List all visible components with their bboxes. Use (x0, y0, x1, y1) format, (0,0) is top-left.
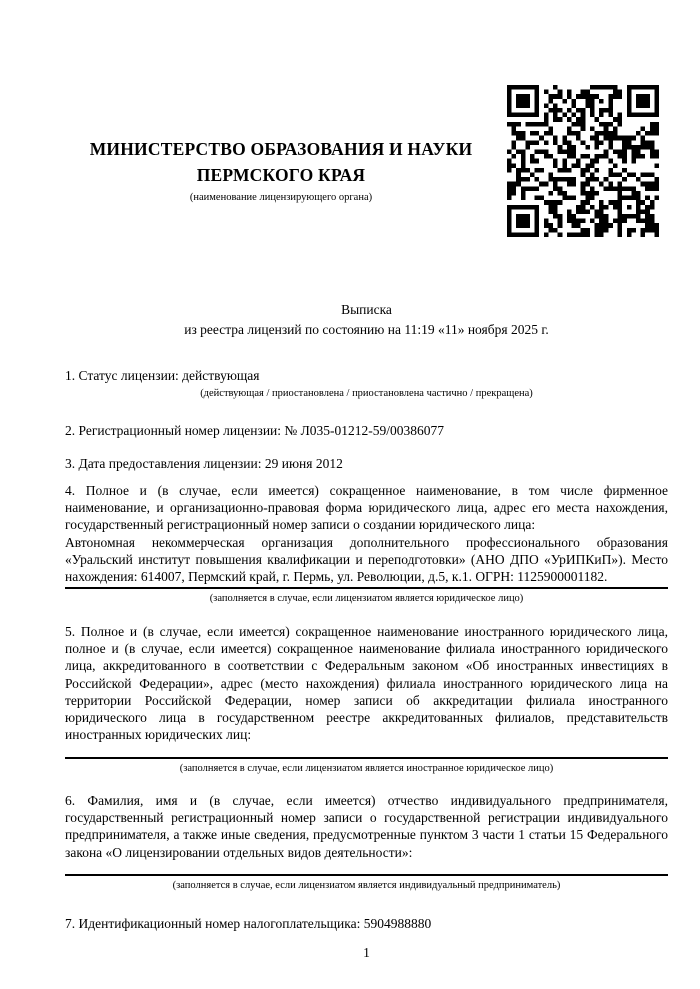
individual-entrepreneur-caption: (заполняется в случае, если лицензиатом является индивидуальный предприниматель) (172, 879, 561, 891)
foreign-entity-label: 5. Полное и (в случае, если имеется) сокращенное наименование иностранного юридического лица, полное и (в случае, если имеется) сокращенное наименование филиала иностранного юридического лица, аккредитованного в соответствии с Федеральным законом «Об иностранных инвестициях в Российской Федерации», адрес (место нахождения) филиала иностранного юридического лица на территории Российской Федерации, номер записи об аккредитации филиала иностранного юридического лица в государственном реестре аккредитованных филиалов, представительств иностранных юридических лиц: (65, 623, 668, 743)
license-grant-date-item (65, 455, 668, 472)
legal-entity-caption: (заполняется в случае, если лицензиатом является юридическое лицо) (209, 592, 524, 604)
document-content (65, 0, 668, 962)
foreign-entity-caption: (заполняется в случае, если лицензиатом является иностранное юридическое лицо) (179, 762, 554, 774)
taxpayer-number-item (65, 915, 668, 932)
extract-title-line2: из реестра лицензий по состоянию на 11:19 «11» ноября 2025 г. (184, 322, 549, 337)
licensing-authority-name: МИНИСТЕРСТВО ОБРАЗОВАНИЯ И НАУКИ ПЕРМСКОГО КРАЯ (89, 139, 473, 185)
licensing-authority-caption: (наименование лицензирующего органа) (189, 192, 373, 203)
fill-line (65, 587, 668, 589)
extract-title-line1: Выписка (341, 302, 392, 317)
fill-line (65, 874, 668, 876)
taxpayer-number-text: 7. Идентификационный номер налогоплательщика: 5904988880 (65, 915, 432, 931)
foreign-entity-item (65, 623, 668, 775)
registration-number-text: 2. Регистрационный номер лицензии: № Л035-01212-59/00386077 (65, 423, 445, 439)
license-status-text: 1. Статус лицензии: действующая (65, 368, 260, 383)
extract-title (65, 300, 668, 340)
fill-line (65, 757, 668, 759)
license-grant-date-text: 3. Дата предоставления лицензии: 29 июня 2012 (65, 455, 343, 471)
page-number: 1 (363, 945, 370, 961)
license-status-caption: (действующая / приостановлена / приостановлена частично / прекращена) (200, 388, 533, 400)
document-header (65, 136, 497, 204)
license-status-item (65, 367, 668, 400)
legal-entity-item (65, 482, 668, 605)
registration-number-item (65, 422, 668, 439)
individual-entrepreneur-label: 6. Фамилия, имя и (в случае, если имеется) отчество индивидуального предпринимателя, государственный регистрационный номер записи о государственной регистрации индивидуального предпринимателя, а также иные сведения, предусмотренные пунктом 3 части 1 статьи 15 Федерального закона «О лицензировании отдельных видов деятельности»: (65, 792, 668, 860)
legal-entity-value: Автономная некоммерческая организация дополнительного профессионального образования «Уральский институт повышения квалификации и переподготовки» (АНО ДПО «УрИПКиП»). Место нахождения: 614007, Пермский край, г. Пермь, ул. Революции, д.5, к.1. ОГРН: 1125900001182. (65, 534, 668, 585)
individual-entrepreneur-item (65, 792, 668, 892)
legal-entity-label: 4. Полное и (в случае, если имеется) сокращенное наименование, в том числе фирменное наименование, и организационно-правовая форма юридического лица, адрес его места нахождения, государственный регистрационный номер записи о создании юридического лица: (65, 482, 668, 533)
